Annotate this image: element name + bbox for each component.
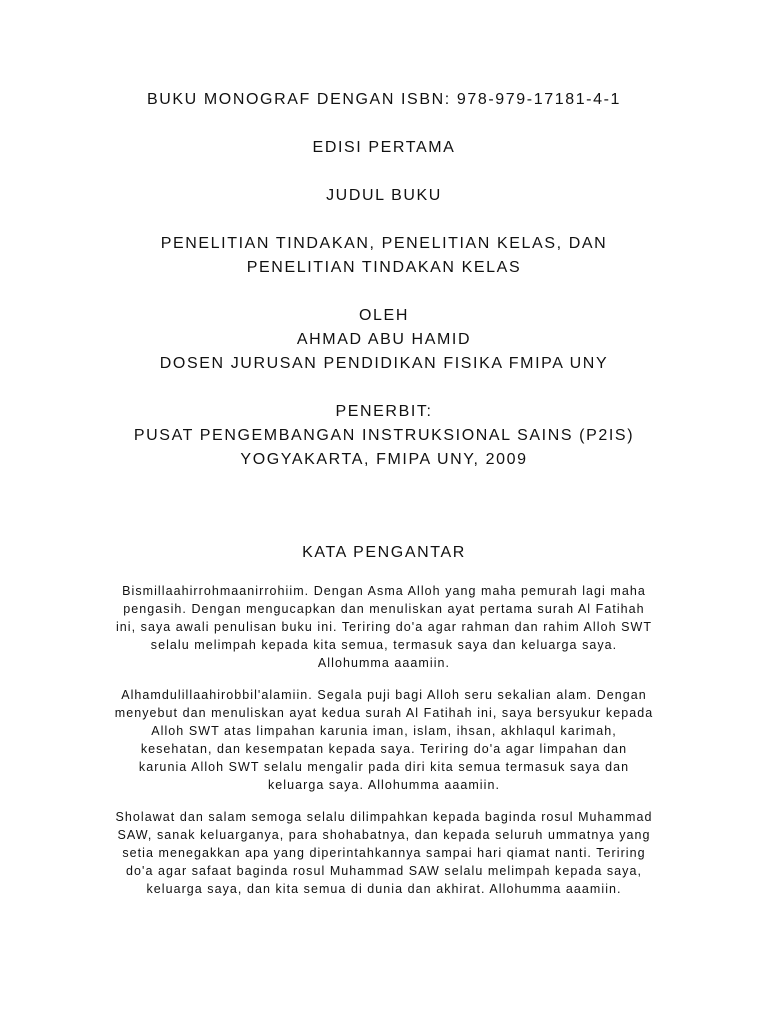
paragraph-2-line: Alhamdulillaahirobbil'alamiin. Segala puji bagi Alloh seru sekalian alam. Dengan [121,688,647,702]
paragraph-1-line: pengasih. Dengan mengucapkan dan menuliskan ayat pertama surah Al Fatihah [123,602,645,616]
paragraph-3-line: Sholawat dan salam semoga selalu dilimpahkan kepada baginda rosul Muhammad [115,810,653,824]
paragraph-2-line: Alloh SWT atas limpahan karunia iman, islam, ihsan, akhlaqul karimah, [151,724,617,738]
paragraph-2-line: kesehatan, dan kesempatan kepada saya. Teriring do'a agar limpahan dan [140,742,628,756]
preface-heading: KATA PENGANTAR [302,544,466,561]
paragraph-2-line: keluarga saya. Allohumma aaamiin. [268,778,500,792]
author-name: AHMAD ABU HAMID [296,331,472,348]
paragraph-3-line: do'a agar safaat baginda rosul Muhammad SAW selalu melimpah kepada saya, [126,864,642,878]
paragraph-1-line: ini, saya awali penulisan buku ini. Teriring do'a agar rahman dan rahim Alloh SWT [115,620,653,634]
book-title-line-1: PENELITIAN TINDAKAN, PENELITIAN KELAS, DAN [160,235,608,252]
paragraph-1-line: Bismillaahirrohmaanirrohiim. Dengan Asma Alloh yang maha pemurah lagi maha [122,584,646,598]
paragraph-2-line: karunia Alloh SWT selalu mengalir pada diri kita semua termasuk saya dan [138,760,630,774]
paragraph-3-line: SAW, sanak keluarganya, para shohabatnya, dan kepada seluruh ummatnya yang [117,828,651,842]
publisher-label: PENERBIT: [335,403,433,420]
author-affiliation: DOSEN JURUSAN PENDIDIKAN FISIKA FMIPA UNY [159,355,609,372]
publisher-line-2: YOGYAKARTA, FMIPA UNY, 2009 [240,451,528,468]
publisher-line-1: PUSAT PENGEMBANGAN INSTRUKSIONAL SAINS (P2IS) [133,427,635,444]
paragraph-2-line: menyebut dan menuliskan ayat kedua surah Al Fatihah ini, saya bersyukur kepada [114,706,654,720]
author-label: OLEH [359,307,409,324]
paragraph-3-line: keluarga saya, dan kita semua di dunia dan akhirat. Allohumma aaamiin. [146,882,622,896]
paragraph-1-line: selalu melimpah kepada kita semua, termasuk saya dan keluarga saya. [150,638,618,652]
book-title-line-2: PENELITIAN TINDAKAN KELAS [246,259,522,276]
edition-line: EDISI PERTAMA [312,139,456,156]
isbn-line: BUKU MONOGRAF DENGAN ISBN: 978-979-17181-4-1 [146,91,622,108]
paragraph-3-line: setia menegakkan apa yang diperintahkannya sampai hari qiamat nanti. Teriring [122,846,646,860]
title-label: JUDUL BUKU [326,187,442,204]
paragraph-1-line: Allohumma aaamiin. [317,656,451,670]
